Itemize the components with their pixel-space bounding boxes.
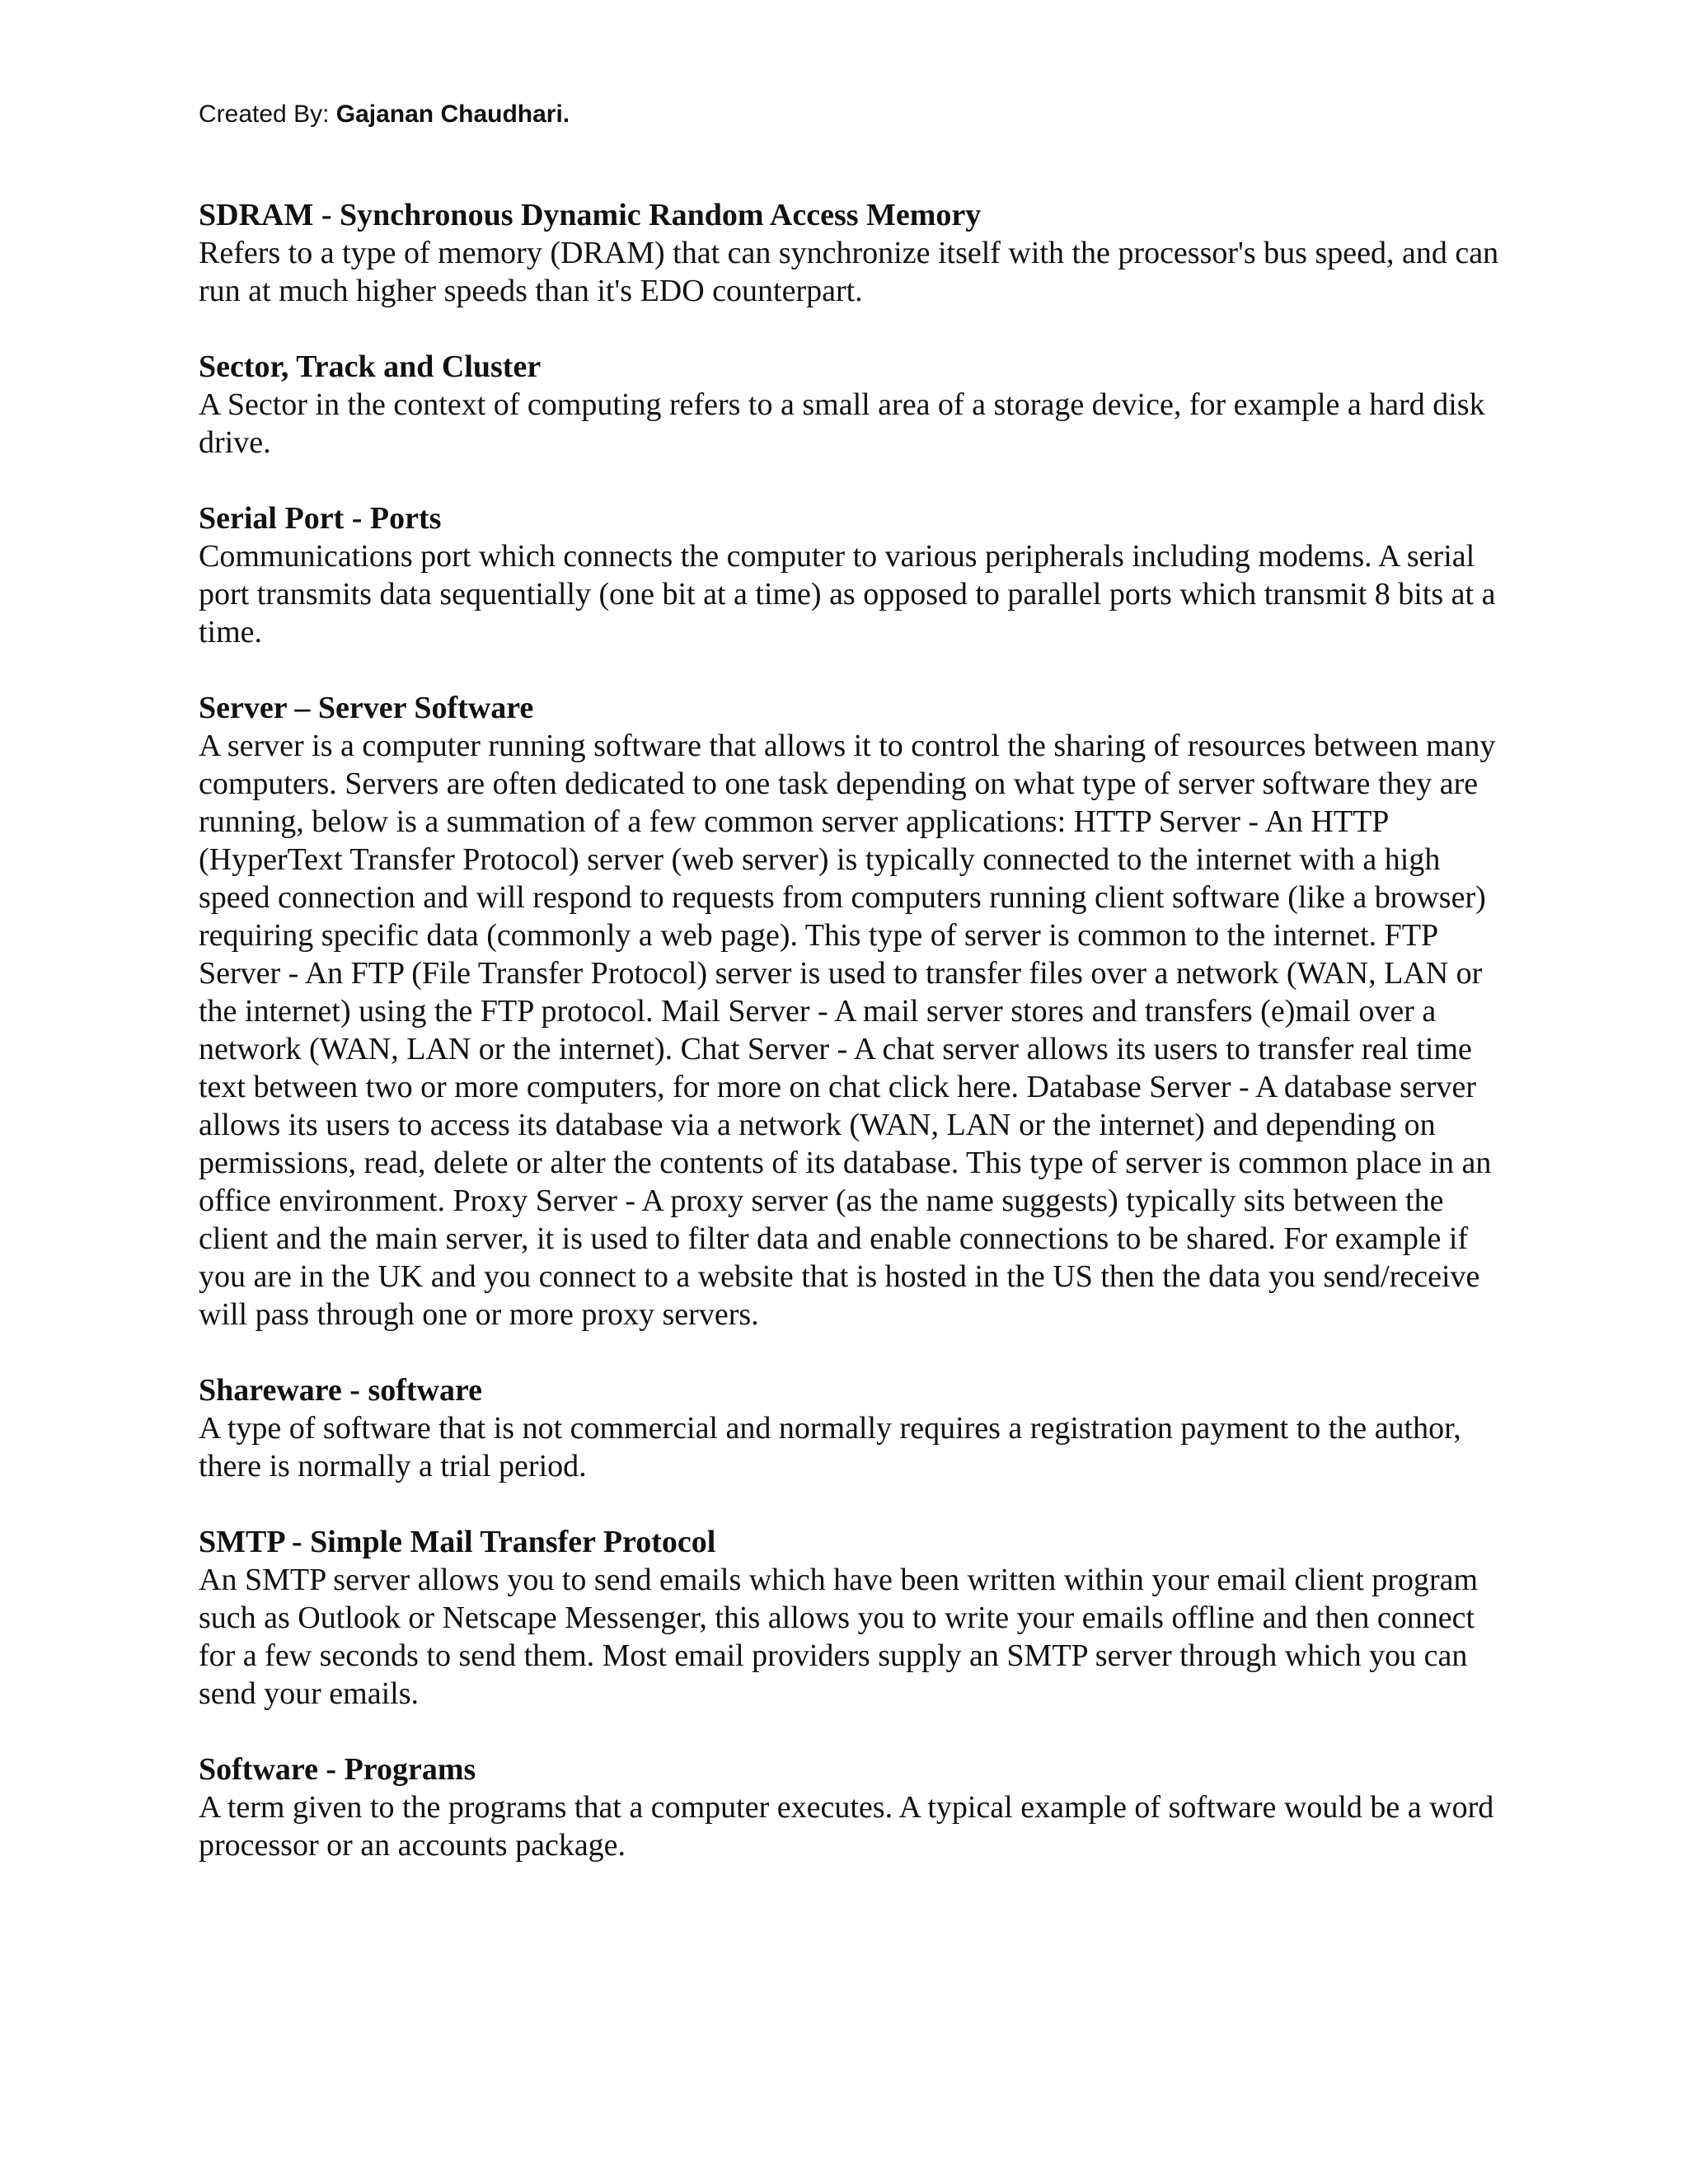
glossary-entry-server: [199, 689, 1501, 1333]
glossary-entry-sdram: [199, 196, 1501, 310]
glossary-entry-software: [199, 1750, 1501, 1864]
entry-definition: Refers to a type of memory (DRAM) that can synchronize itself with the processor's bus speed, and can run at much higher speeds than it's EDO counterpart.: [199, 236, 1499, 308]
glossary-entry-smtp: [199, 1523, 1501, 1713]
glossary-entry-shareware: [199, 1371, 1501, 1485]
entry-definition: Communications port which connects the computer to various peripherals including modems. A serial port transmits data sequentially (one bit at a time) as opposed to parallel ports which transmit 8 bits at a time.: [199, 539, 1496, 649]
created-by-label: Created By:: [199, 101, 336, 128]
entry-definition: A term given to the programs that a computer executes. A typical example of software would be a word processor or an accounts package.: [199, 1790, 1494, 1863]
entry-term: SMTP - Simple Mail Transfer Protocol: [199, 1525, 716, 1559]
entry-definition: A Sector in the context of computing refers to a small area of a storage device, for example a hard disk drive.: [199, 387, 1485, 460]
entry-definition: An SMTP server allows you to send emails which have been written within your email client program such as Outlook or Netscape Messenger, this allows you to write your emails offline and then connect for a few seconds to send them. Most email providers supply an SMTP server through which you can send your emails.: [199, 1563, 1479, 1711]
entry-term: Sector, Track and Cluster: [199, 349, 542, 384]
entry-term: Software - Programs: [199, 1752, 476, 1787]
glossary-entry-serial-port: [199, 499, 1501, 651]
entry-term: Server – Server Software: [199, 691, 534, 725]
entry-definition: A type of software that is not commercial and normally requires a registration payment to the author, there is normally a trial period.: [199, 1411, 1461, 1483]
entry-term: Serial Port - Ports: [199, 501, 442, 536]
entry-term: SDRAM - Synchronous Dynamic Random Access Memory: [199, 198, 982, 232]
glossary-entry-sector: [199, 348, 1501, 462]
entry-term: Shareware - software: [199, 1373, 483, 1408]
created-by-line: [199, 101, 570, 129]
entry-definition: A server is a computer running software that allows it to control the sharing of resources between many computers. Servers are often dedicated to one task depending on what type of server software they are running, below is a summation of a few common server applications: HTTP Server - An HTTP (HyperText Transfer Protocol) server (web server) is typically connected to the internet with a high speed connection and will respond to requests from computers running client software (like a browser) requiring specific data (commonly a web page). This type of server is common to the internet. FTP Server - An FTP (File Transfer Protocol) server is used to transfer files over a network (WAN, LAN or the internet) using the FTP protocol. Mail Server - A mail server stores and transfers (e)mail over a network (WAN, LAN or the internet). Chat Server - A chat server allows its users to transfer real time text between two or more computers, for more on chat click here. Database Server - A database server allows its users to access its database via a network (WAN, LAN or the internet) and depending on permissions, read, delete or alter the contents of its database. This type of server is common place in an office environment. Proxy Server - A proxy server (as the name suggests) typically sits between the client and the main server, it is used to filter data and enable connections to be shared. For example if you are in the UK and you connect to a website that is hosted in the US then the data you send/receive will pass through one or more proxy servers.: [199, 729, 1496, 1332]
glossary-content: [199, 196, 1501, 1902]
author-name: Gajanan Chaudhari.: [335, 101, 570, 128]
